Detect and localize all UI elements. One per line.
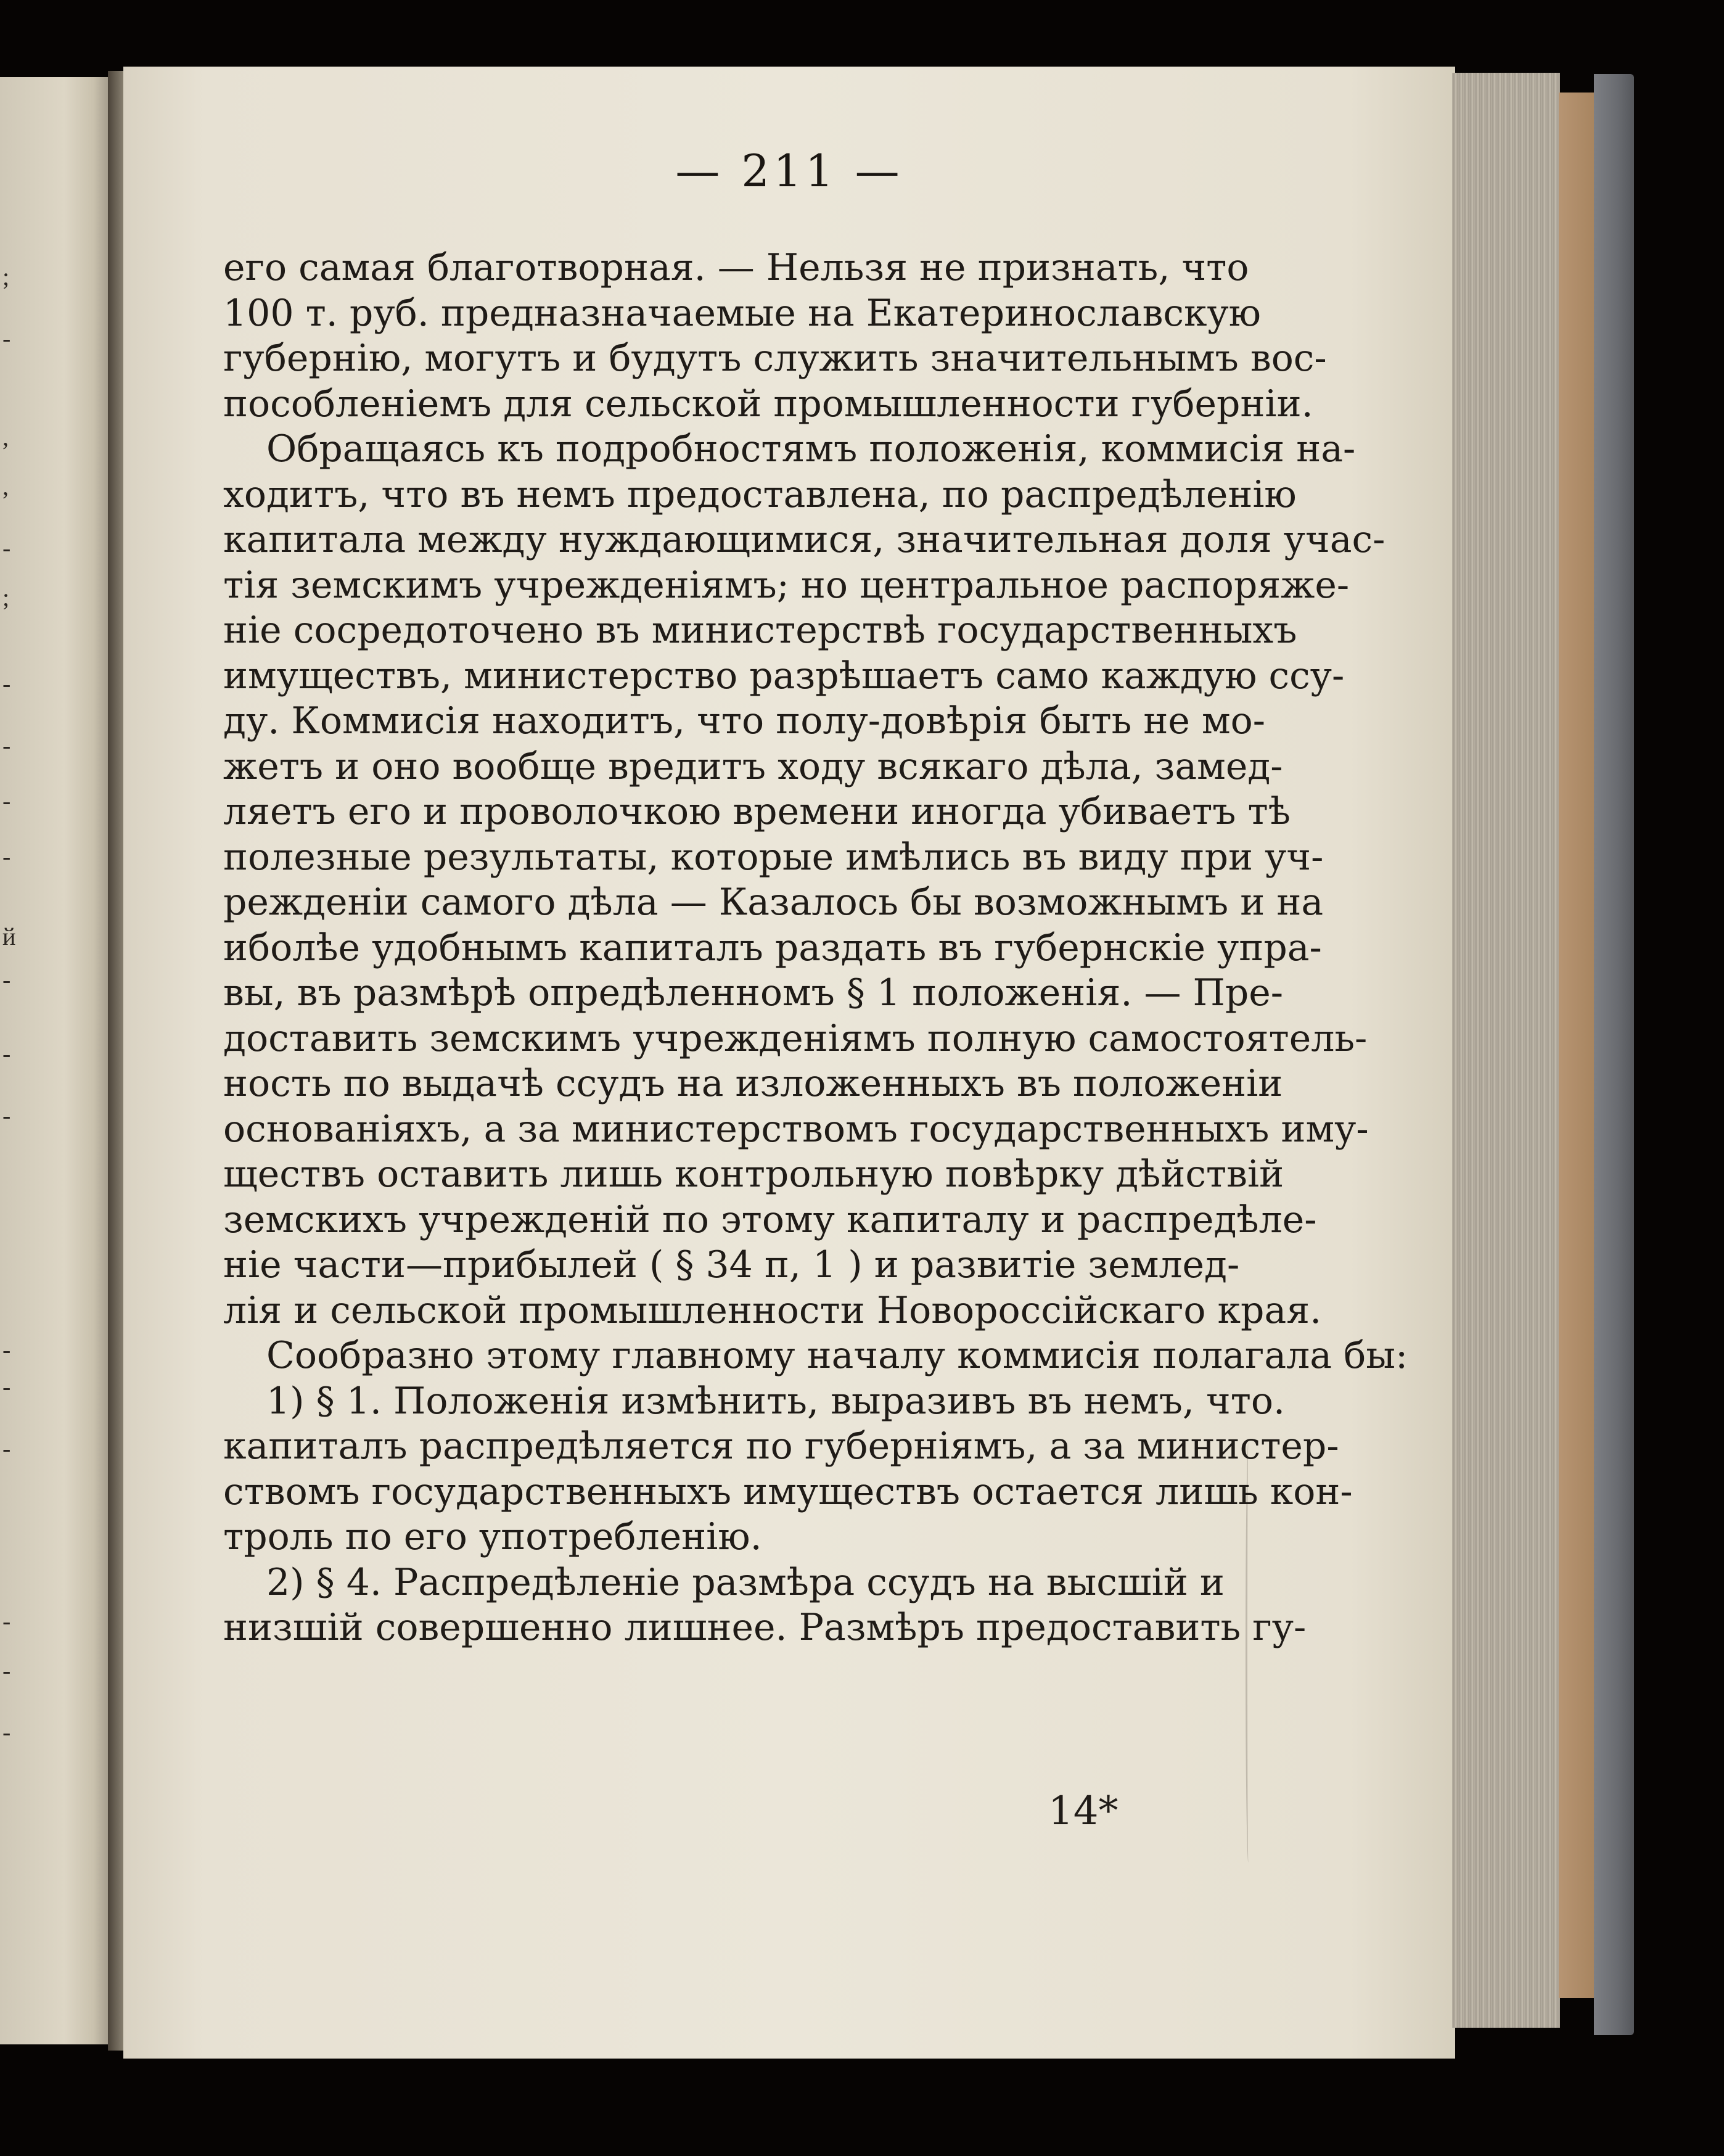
text-line: иболѣе удобнымъ капиталъ раздать въ губернскіе упра- <box>223 926 1322 969</box>
text-line: жетъ и оно вообще вредитъ ходу всякаго дѣла, замед- <box>223 744 1283 788</box>
previous-page-mark: - <box>2 534 11 562</box>
text-line: низшій совершенно лишнее. Размѣръ предоставить гу- <box>223 1606 1307 1649</box>
previous-page-mark: ; <box>2 263 10 290</box>
previous-page-mark: - <box>2 1434 11 1462</box>
text-line: ляетъ его и проволочкою времени иногда убиваетъ тѣ <box>223 790 1291 833</box>
previous-page-mark: , <box>2 423 9 451</box>
text-line: ществъ оставить лишь контрольную повѣрку дѣйствій <box>223 1153 1284 1196</box>
previous-page-edge <box>0 77 117 2044</box>
text-line: ствомъ государственныхъ имуществъ остается лишь кон- <box>223 1470 1353 1513</box>
text-line: пособленіемъ для сельской промышленности губерніи. <box>223 382 1313 426</box>
previous-page-mark: - <box>2 787 11 815</box>
text-line: ходитъ, что въ немъ предоставлена, по распредѣленію <box>223 472 1297 516</box>
previous-page-mark: ; <box>2 583 10 611</box>
previous-page-mark: - <box>2 1607 11 1635</box>
text-line: Обращаясь къ подробностямъ положенія, коммисія на- <box>266 427 1356 471</box>
page-block-edge <box>1452 73 1560 2028</box>
text-line: Сообразно этому главному началу коммисія полагала бы: <box>266 1334 1408 1377</box>
text-line: троль по его употребленію. <box>223 1515 762 1558</box>
body-text <box>223 245 1408 1651</box>
previous-page-mark: - <box>2 324 11 352</box>
text-line: полезные результаты, которые имѣлись въ виду при уч- <box>223 835 1324 879</box>
page-header: — 211 — <box>675 145 903 197</box>
text-line: имуществъ, министерство разрѣшаетъ само каждую ссу- <box>223 654 1345 697</box>
text-line: 100 т. руб. предназначаемые на Екатеринославскую <box>223 291 1261 335</box>
text-line: ніе сосредоточено въ министерствѣ государственныхъ <box>223 609 1297 652</box>
previous-page-mark: - <box>2 1101 11 1129</box>
text-line: вы, въ размѣрѣ опредѣленномъ § 1 положенія. — Пре- <box>223 971 1284 1014</box>
previous-page-mark: - <box>2 670 11 697</box>
previous-page-mark: - <box>2 1336 11 1364</box>
text-line: доставить земскимъ учрежденіямъ полную самостоятель- <box>223 1016 1368 1060</box>
previous-page-mark: - <box>2 731 11 759</box>
previous-page-mark: - <box>2 966 11 994</box>
text-line: его самая благотворная. — Нельзя не признать, что <box>223 246 1249 289</box>
text-line: капитала между нуждающимися, значительная доля учас- <box>223 518 1385 561</box>
text-line: 2) § 4. Распредѣленіе размѣра ссудъ на высшій и <box>266 1560 1225 1604</box>
page-block-edge-tan <box>1559 93 1596 1998</box>
text-line: губернію, могутъ и будутъ служить значительнымъ вос- <box>223 337 1327 380</box>
book-cover-board <box>1594 74 1634 2035</box>
text-line: ду. Коммисія находитъ, что полу-довѣрія быть не мо- <box>223 699 1266 743</box>
text-line: ность по выдачѣ ссудъ на изложенныхъ въ положеніи <box>223 1062 1283 1105</box>
previous-page-mark: - <box>2 1040 11 1068</box>
text-line: 1) § 1. Положенія измѣнить, выразивъ въ немъ, что. <box>266 1379 1286 1423</box>
text-line: лія и сельской промышленности Новороссійскаго края. <box>223 1288 1322 1332</box>
text-line: тія земскимъ учрежденіямъ; но центральное распоряже- <box>223 563 1350 607</box>
previous-page-mark: й <box>2 923 16 950</box>
text-line: основаніяхъ, а за министерствомъ государственныхъ иму- <box>223 1107 1369 1151</box>
text-line: режденіи самого дѣла — Казалось бы возможнымъ и на <box>223 881 1324 924</box>
text-line: земскихъ учрежденій по этому капиталу и распредѣле- <box>223 1198 1317 1241</box>
text-line: ніе части—прибылей ( § 34 п, 1 ) и развитіе землед- <box>223 1243 1240 1286</box>
previous-page-mark: - <box>2 842 11 870</box>
previous-page-mark: - <box>2 1718 11 1746</box>
text-line: капиталъ распредѣляется по губерніямъ, а за министер- <box>223 1425 1339 1468</box>
previous-page-mark: , <box>2 472 9 500</box>
previous-page-line-ends <box>0 77 25 2044</box>
signature-mark: 14* <box>1048 1788 1119 1834</box>
previous-page-mark: - <box>2 1373 11 1401</box>
previous-page-mark: - <box>2 1656 11 1684</box>
